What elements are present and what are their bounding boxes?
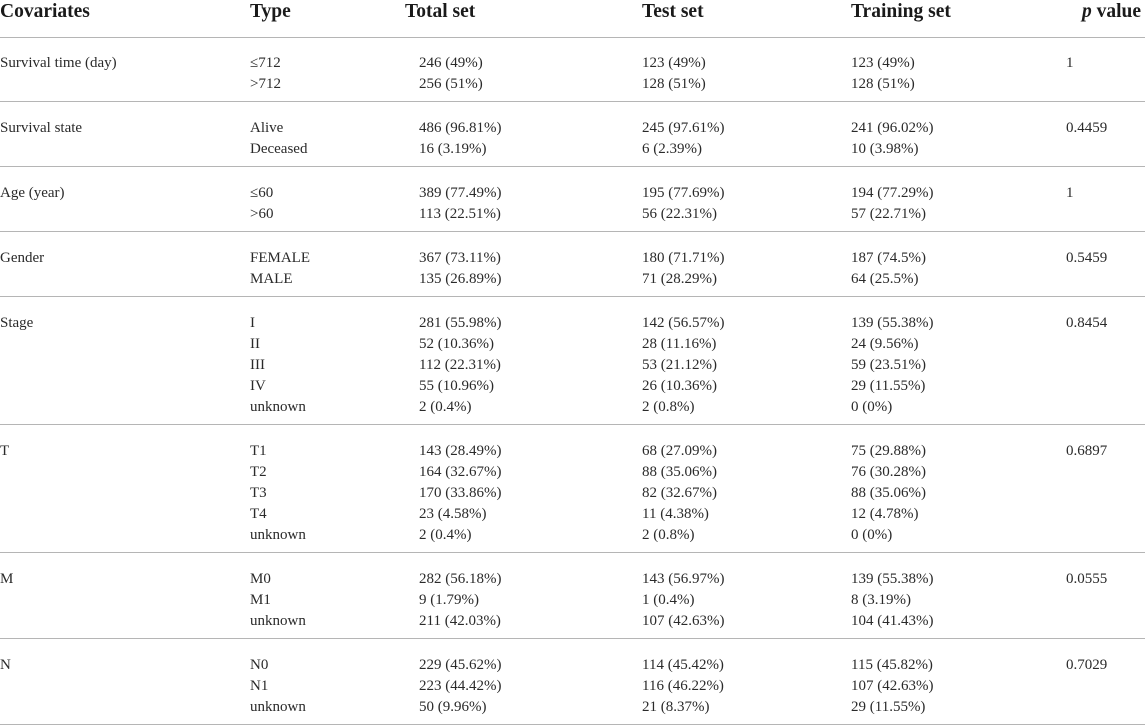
total-set-cell: 229 (45.62%) [419,657,502,673]
total-set-cell: 135 (26.89%) [419,271,502,287]
test-set-cell: 142 (56.57%) [642,315,725,331]
test-set-cell: 2 (0.8%) [642,527,695,543]
test-set-cell: 82 (32.67%) [642,485,717,501]
training-set-cell: 29 (11.55%) [851,699,926,715]
test-set-cell: 6 (2.39%) [642,141,702,157]
training-set-cell: 187 (74.5%) [851,250,926,266]
type-cell: T4 [250,506,267,522]
p-value: 1 [1066,55,1074,71]
total-set-cell: 52 (10.36%) [419,336,494,352]
covariate-name: N [0,657,11,673]
training-set-cell: 12 (4.78%) [851,506,919,522]
p-value: 0.6897 [1066,443,1108,459]
header-type: Type [250,1,291,22]
total-set-cell: 2 (0.4%) [419,399,472,415]
test-set-cell: 56 (22.31%) [642,206,717,222]
header-test-set: Test set [642,1,704,22]
test-set-cell: 71 (28.29%) [642,271,717,287]
covariate-group [0,553,1145,639]
training-set-cell: 104 (41.43%) [851,613,934,629]
test-set-cell: 1 (0.4%) [642,592,695,608]
test-set-cell: 28 (11.16%) [642,336,717,352]
total-set-cell: 223 (44.42%) [419,678,502,694]
covariate-name: Survival time (day) [0,55,117,71]
table-header [0,0,1145,38]
type-cell: Deceased [250,141,308,157]
type-cell: unknown [250,699,306,715]
header-covariates: Covariates [0,1,90,22]
training-set-cell: 88 (35.06%) [851,485,926,501]
covariate-group [0,639,1145,725]
total-set-cell: 486 (96.81%) [419,120,502,136]
type-cell: MALE [250,271,293,287]
type-cell: N0 [250,657,269,673]
covariate-group [0,232,1145,297]
test-set-cell: 116 (46.22%) [642,678,724,694]
training-set-cell: 76 (30.28%) [851,464,926,480]
covariate-name: Gender [0,250,45,266]
training-set-cell: 128 (51%) [851,76,915,92]
covariate-group [0,167,1145,232]
covariate-name: Age (year) [0,185,65,201]
total-set-cell: 9 (1.79%) [419,592,479,608]
total-set-cell: 367 (73.11%) [419,250,501,266]
training-set-cell: 10 (3.98%) [851,141,919,157]
total-set-cell: 211 (42.03%) [419,613,501,629]
training-set-cell: 8 (3.19%) [851,592,911,608]
p-value: 0.7029 [1066,657,1108,673]
type-cell: T2 [250,464,267,480]
training-set-cell: 139 (55.38%) [851,315,934,331]
total-set-cell: 246 (49%) [419,55,483,71]
total-set-cell: 2 (0.4%) [419,527,472,543]
test-set-cell: 114 (45.42%) [642,657,724,673]
test-set-cell: 26 (10.36%) [642,378,717,394]
type-cell: unknown [250,613,306,629]
p-value: 1 [1066,185,1074,201]
covariate-name: Survival state [0,120,83,136]
type-cell: unknown [250,399,306,415]
type-cell: Alive [250,120,284,136]
training-set-cell: 115 (45.82%) [851,657,933,673]
covariate-group [0,102,1145,167]
training-set-cell: 107 (42.63%) [851,678,934,694]
test-set-cell: 123 (49%) [642,55,706,71]
total-set-cell: 164 (32.67%) [419,464,502,480]
p-value: 0.5459 [1066,250,1108,266]
total-set-cell: 113 (22.51%) [419,206,501,222]
test-set-cell: 195 (77.69%) [642,185,725,201]
type-cell: ≤712 [250,55,281,71]
test-set-cell: 245 (97.61%) [642,120,725,136]
covariate-group [0,425,1145,553]
type-cell: ≤60 [250,185,274,201]
header-p-symbol: p [1082,1,1092,22]
training-set-cell: 59 (23.51%) [851,357,926,373]
header-training-set: Training set [851,1,951,22]
type-cell: M1 [250,592,271,608]
test-set-cell: 128 (51%) [642,76,706,92]
covariate-name: M [0,571,14,587]
training-set-cell: 57 (22.71%) [851,206,926,222]
training-set-cell: 75 (29.88%) [851,443,926,459]
total-set-cell: 170 (33.86%) [419,485,502,501]
training-set-cell: 0 (0%) [851,527,893,543]
header-p-value [1082,1,1141,23]
total-set-cell: 112 (22.31%) [419,357,501,373]
total-set-cell: 282 (56.18%) [419,571,502,587]
covariate-name: Stage [0,315,34,331]
type-cell: I [250,315,255,331]
type-cell: T3 [250,485,267,501]
total-set-cell: 16 (3.19%) [419,141,487,157]
test-set-cell: 11 (4.38%) [642,506,709,522]
training-set-cell: 241 (96.02%) [851,120,934,136]
total-set-cell: 389 (77.49%) [419,185,502,201]
p-value: 0.0555 [1066,571,1108,587]
test-set-cell: 143 (56.97%) [642,571,725,587]
covariate-group [0,37,1145,102]
test-set-cell: 68 (27.09%) [642,443,717,459]
type-cell: unknown [250,527,306,543]
type-cell: M0 [250,571,271,587]
p-value: 0.4459 [1066,120,1108,136]
covariate-name: T [0,443,10,459]
type-cell: IV [250,378,266,394]
total-set-cell: 143 (28.49%) [419,443,502,459]
type-cell: III [250,357,265,373]
header-total-set: Total set [405,1,476,22]
header-p-word: value [1096,1,1142,22]
training-set-cell: 194 (77.29%) [851,185,934,201]
test-set-cell: 88 (35.06%) [642,464,717,480]
covariate-group [0,297,1145,425]
training-set-cell: 24 (9.56%) [851,336,919,352]
total-set-cell: 50 (9.96%) [419,699,487,715]
total-set-cell: 23 (4.58%) [419,506,487,522]
type-cell: N1 [250,678,269,694]
test-set-cell: 107 (42.63%) [642,613,725,629]
test-set-cell: 21 (8.37%) [642,699,710,715]
type-cell: T1 [250,443,267,459]
type-cell: II [250,336,260,352]
total-set-cell: 55 (10.96%) [419,378,494,394]
type-cell: >712 [250,76,281,92]
training-set-cell: 64 (25.5%) [851,271,919,287]
training-set-cell: 123 (49%) [851,55,915,71]
test-set-cell: 2 (0.8%) [642,399,695,415]
training-set-cell: 29 (11.55%) [851,378,926,394]
test-set-cell: 53 (21.12%) [642,357,717,373]
type-cell: >60 [250,206,274,222]
training-set-cell: 139 (55.38%) [851,571,934,587]
total-set-cell: 281 (55.98%) [419,315,502,331]
test-set-cell: 180 (71.71%) [642,250,725,266]
training-set-cell: 0 (0%) [851,399,893,415]
total-set-cell: 256 (51%) [419,76,483,92]
p-value: 0.8454 [1066,315,1108,331]
type-cell: FEMALE [250,250,310,266]
